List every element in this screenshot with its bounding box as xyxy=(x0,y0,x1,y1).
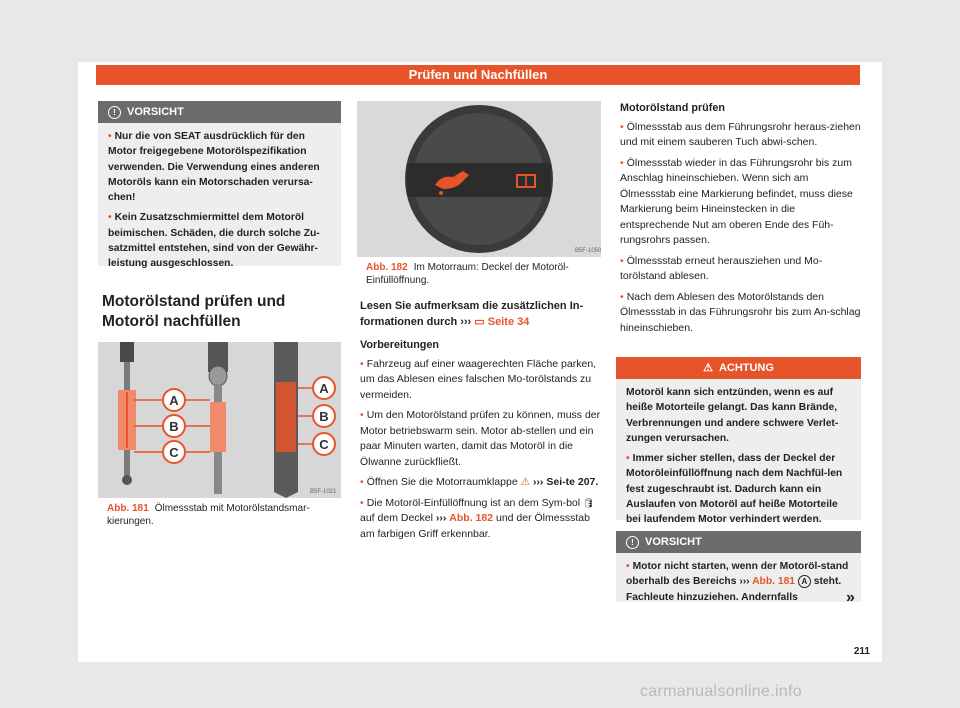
right-column-text xyxy=(620,101,862,341)
bullet-icon: • xyxy=(108,212,112,224)
prep-item-2: Um den Motorölstand prüfen zu können, muss der Motor betriebswarm sein. Motor ab-stellen und ein paar Minuten warten, damit das Motoröl in die Ölwanne zurückfließt. xyxy=(360,409,601,468)
marker-a-circle: A xyxy=(798,575,811,588)
bullet-icon: • xyxy=(626,453,630,465)
fig181-label-c-right: C xyxy=(319,437,329,452)
oil-cap-illustration xyxy=(357,101,601,257)
bullet-icon: • xyxy=(626,561,630,572)
achtung-title: ACHTUNG xyxy=(718,362,774,374)
fig181-label-b: B xyxy=(169,419,179,434)
vorsicht2-arrows: ››› xyxy=(739,576,750,588)
fig181-label-b-right: B xyxy=(319,409,329,424)
prep-item-3: Öffnen Sie die Motorraumklappe xyxy=(366,476,518,488)
page-header: Prüfen und Nachfüllen xyxy=(96,65,860,85)
intro-link-seite-34[interactable]: Seite 34 xyxy=(487,315,530,328)
vorsicht-box-2 xyxy=(616,531,861,602)
figure-181-dipstick xyxy=(98,342,341,498)
fig181-label-c: C xyxy=(169,445,179,460)
check-item-2: Ölmessstab wieder in das Führungsrohr bis zum Anschlag hineinschieben. Wenn sich am Ölmessstab eine Markierung befindet, muss diese Markierung beim Hineinstecken in die entsprechende Nut am oberen Ende des Füh-rungsrohrs passen. xyxy=(620,156,853,246)
warning-triangle-icon: ⚠ xyxy=(703,362,713,374)
check-item-1: Ölmessstab aus dem Führungsrohr heraus-ziehen und mit einem sauberen Tuch abwi-schen. xyxy=(620,120,861,148)
info-circle-icon: ! xyxy=(108,106,121,119)
achtung-item-1: Immer sicher stellen, dass der Deckel der Motoröleinfüllöffnung nach dem Nachfül-len fest zugeschraubt ist. Dadurch kann ein Auslaufen von Motoröl auf heiße Motorteile bei laufendem Motor verhindert werden. xyxy=(626,453,843,526)
bullet-icon: • xyxy=(620,290,624,303)
section-title: Motorölstand prüfen und Motoröl nachfüllen xyxy=(102,293,286,330)
bullet-icon: • xyxy=(620,120,624,133)
info-circle-icon: ! xyxy=(626,536,639,549)
prep-item-4-arrows: ››› xyxy=(435,512,447,524)
prep-title: Vorbereitungen xyxy=(360,339,439,351)
bullet-icon: • xyxy=(360,409,364,421)
vorsicht2-text-b: steht. Fachleute hinzuziehen. Andernfalls xyxy=(626,576,842,603)
link-abb-181[interactable]: Abb. 181 xyxy=(752,576,796,588)
fig181-label-a-right: A xyxy=(319,381,329,396)
page-number: 211 xyxy=(853,646,870,657)
fig182-code: B5F-1050 xyxy=(575,248,601,254)
achtung-box xyxy=(616,357,861,526)
bullet-icon: • xyxy=(620,156,624,169)
check-title: Motorölstand prüfen xyxy=(620,102,725,114)
check-item-3: Ölmessstab erneut herausziehen und Mo-torölstand ablesen. xyxy=(620,254,823,282)
figure-181-caption xyxy=(107,502,335,528)
fig181-caption-text: Ölmessstab mit Motorölstandsmar-kierungen. xyxy=(107,503,310,527)
vorsicht-item-2: Kein Zusatzschmiermittel dem Motoröl beimischen. Schäden, die durch solche Zu-satzmittel entstehen, sind von der Gewähr-leistung ausgeschlossen. xyxy=(108,212,320,270)
bullet-icon: • xyxy=(360,357,364,370)
achtung-intro: Motoröl kann sich entzünden, wenn es auf heiße Motorteile gelangt. Das kann Brände, Verbrennungen und andere schwere Verlet-zungen verursachen. xyxy=(626,387,839,444)
prep-item-4c: und der Ölmessstab am farbigen Griff erkennbar. xyxy=(360,512,590,540)
intro-arrows: ››› xyxy=(460,315,472,328)
figure-182-oil-cap xyxy=(357,101,601,257)
fig182-caption-label: Abb. 182 xyxy=(366,262,408,273)
figure-182-caption xyxy=(366,261,596,287)
vorsicht-title: VORSICHT xyxy=(127,106,184,118)
vorsicht-item-1: Nur die von SEAT ausdrücklich für den Motor freigegebene Motorölspezifikation verwenden. Die Verwendung eines anderen Motoröls kann ein Motorschaden verursa-chen! xyxy=(108,131,320,204)
bullet-icon: • xyxy=(360,496,364,509)
link-abb-182[interactable]: Abb. 182 xyxy=(449,512,494,524)
intro-text: Lesen Sie aufmerksam die zusätzlichen In-formationen durch xyxy=(360,300,584,328)
prep-item-4b: auf dem Deckel xyxy=(360,512,433,524)
fig181-label-a: A xyxy=(169,393,179,408)
fig181-code: B5F-1021 xyxy=(310,489,337,495)
bullet-icon: • xyxy=(620,254,624,267)
vorsicht2-title: VORSICHT xyxy=(645,536,702,548)
book-warning-icon: ▭ xyxy=(474,315,485,328)
watermark: carmanualsonline.info xyxy=(640,683,802,700)
check-item-4: Nach dem Ablesen des Motorölstands den Ölmessstab in das Führungsrohr bis zum An-schlag hineinschieben. xyxy=(620,290,861,334)
prep-item-1: Fahrzeug auf einer waagerechten Fläche parken, um das Ablesen eines falschen Mo-torölstands zu vermeiden. xyxy=(360,357,597,401)
continue-arrow-icon: » xyxy=(846,589,855,606)
warning-triangle-icon: ⚠ xyxy=(520,476,531,488)
middle-column-text xyxy=(360,299,604,547)
bullet-icon: • xyxy=(360,476,364,488)
vorsicht-box xyxy=(98,101,341,270)
prep-item-3-tail: ››› Sei-te 207. xyxy=(532,476,599,488)
vorsicht2-text-a: Motor nicht starten, wenn der Motoröl-stand oberhalb des Bereichs xyxy=(626,561,849,588)
oil-can-icon: 🛢 xyxy=(583,497,595,508)
fig181-caption-label: Abb. 181 xyxy=(107,503,149,514)
bullet-icon: • xyxy=(108,131,112,142)
fig182-caption-text: Im Motorraum: Deckel der Motoröl-Einfüllöffnung. xyxy=(366,262,569,286)
dipstick-illustration xyxy=(98,342,341,498)
prep-item-4a: Die Motoröl-Einfüllöffnung ist an dem Sym-bol xyxy=(366,496,581,509)
